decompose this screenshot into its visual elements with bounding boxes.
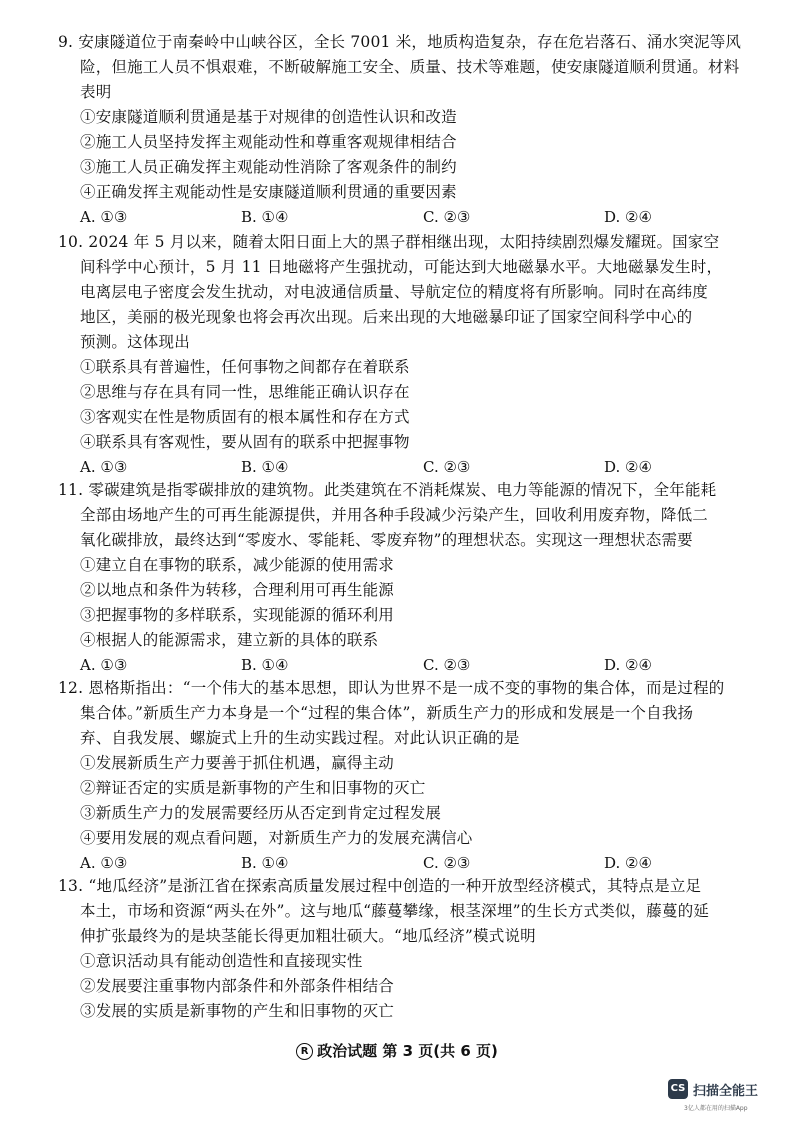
question-stem-line: 10. 2024 年 5 月以来，随着太阳日面上大的黑子群相继出现，太阳持续剧烈爆发耀斑。国家空 — [58, 233, 720, 251]
choice-c: C. ②③ — [423, 458, 471, 476]
question-stem-line: 电离层电子密度会发生扰动，对电波通信质量、导航定位的精度将有所影响。同时在高纬度 — [80, 283, 709, 301]
choice-a: A. ①③ — [80, 854, 128, 872]
question-stem-line: 全部由场地产生的可再生能源提供，并用各种手段减少污染产生，回收利用废弃物，降低二 — [80, 506, 709, 524]
option-statement: ①联系具有普遍性，任何事物之间都存在着联系 — [80, 358, 410, 376]
choice-a: A. ①③ — [80, 208, 128, 226]
page-footer — [0, 1040, 794, 1061]
question-stem-line: 地区，美丽的极光现象也将会再次出现。后来出现的大地磁暴印证了国家空间科学中心的 — [80, 308, 693, 326]
option-statement: ②施工人员坚持发挥主观能动性和尊重客观规律相结合 — [80, 133, 457, 151]
choice-d: D. ②④ — [604, 458, 652, 476]
option-statement: ④要用发展的观点看问题，对新质生产力的发展充满信心 — [80, 829, 473, 847]
scanner-watermark — [668, 1079, 758, 1099]
choice-b: B. ①④ — [241, 854, 289, 872]
option-statement: ④根据人的能源需求，建立新的具体的联系 — [80, 631, 379, 649]
question-stem-line: 弃、自我发展、螺旋式上升的生动实践过程。对此认识正确的是 — [80, 729, 520, 747]
answer-choices — [58, 851, 770, 876]
camscanner-logo-icon: CS — [668, 1079, 688, 1099]
option-statement: ②辩证否定的实质是新事物的产生和旧事物的灭亡 — [80, 779, 426, 797]
choice-b: B. ①④ — [241, 458, 289, 476]
question-9 — [58, 30, 770, 230]
question-12 — [58, 676, 770, 876]
question-stem-line: 12. 恩格斯指出：“一个伟大的基本思想，即认为世界不是一成不变的事物的集合体，而是过程的 — [58, 679, 725, 697]
option-statement: ③新质生产力的发展需要经历从否定到肯定过程发展 — [80, 804, 442, 822]
choice-a: A. ①③ — [80, 458, 128, 476]
option-statement: ②思维与存在具有同一性，思维能正确认识存在 — [80, 383, 410, 401]
question-stem-line: 间科学中心预计，5 月 11 日地磁将产生强扰动，可能达到大地磁暴水平。大地磁暴发生时， — [80, 258, 723, 276]
page-number-label: 政治试题 第 3 页(共 6 页) — [317, 1042, 498, 1060]
option-statement: ①建立自在事物的联系，减少能源的使用需求 — [80, 556, 395, 574]
option-statement: ④联系具有客观性，要从固有的联系中把握事物 — [80, 433, 410, 451]
option-statement: ③发展的实质是新事物的产生和旧事物的灭亡 — [80, 1002, 395, 1020]
scanner-app-name: 扫描全能王 — [693, 1083, 759, 1099]
question-stem-line: 险，但施工人员不惧艰难，不断破解施工安全、质量、技术等难题，使安康隧道顺利贯通。材料 — [80, 58, 740, 76]
option-statement: ③客观实在性是物质固有的根本属性和存在方式 — [80, 408, 410, 426]
choice-a: A. ①③ — [80, 656, 128, 674]
option-statement: ①发展新质生产力要善于抓住机遇，赢得主动 — [80, 754, 395, 772]
question-stem-line: 氧化碳排放，最终达到“零废水、零能耗、零废弃物”的理想状态。实现这一理想状态需要 — [80, 531, 693, 549]
question-stem-line: 伸扩张最终为的是块茎能长得更加粗壮硕大。“地瓜经济”模式说明 — [80, 927, 536, 945]
question-stem-line: 本土，市场和资源“两头在外”。这与地瓜“藤蔓攀缘，根茎深埋”的生长方式类似，藤蔓的延 — [80, 902, 710, 920]
question-stem-line: 13. “地瓜经济”是浙江省在探索高质量发展过程中创造的一种开放型经济模式，其特点是立足 — [58, 877, 702, 895]
answer-choices — [58, 205, 770, 230]
answer-choices — [58, 653, 770, 678]
option-statement: ②以地点和条件为转移，合理利用可再生能源 — [80, 581, 395, 599]
choice-c: C. ②③ — [423, 854, 471, 872]
edition-mark-icon: R — [296, 1043, 313, 1060]
scanner-tagline: 3亿人都在用的扫描App — [684, 1105, 748, 1112]
question-10 — [58, 230, 770, 480]
choice-d: D. ②④ — [604, 656, 652, 674]
option-statement: ③施工人员正确发挥主观能动性消除了客观条件的制约 — [80, 158, 457, 176]
option-statement: ①安康隧道顺利贯通是基于对规律的创造性认识和改造 — [80, 108, 457, 126]
question-stem-line: 表明 — [80, 83, 112, 101]
choice-d: D. ②④ — [604, 854, 652, 872]
choice-c: C. ②③ — [423, 656, 471, 674]
question-stem-line: 11. 零碳建筑是指零碳排放的建筑物。此类建筑在不消耗煤炭、电力等能源的情况下，全年能耗 — [58, 481, 717, 499]
question-13 — [58, 874, 770, 1024]
option-statement: ①意识活动具有能动创造性和直接现实性 — [80, 952, 363, 970]
choice-b: B. ①④ — [241, 208, 289, 226]
choice-b: B. ①④ — [241, 656, 289, 674]
choice-d: D. ②④ — [604, 208, 652, 226]
question-11 — [58, 478, 770, 678]
answer-choices — [58, 455, 770, 480]
question-stem-line: 集合体。”新质生产力本身是一个“过程的集合体”，新质生产力的形成和发展是一个自我扬 — [80, 704, 694, 722]
option-statement: ④正确发挥主观能动性是安康隧道顺利贯通的重要因素 — [80, 183, 457, 201]
option-statement: ③把握事物的多样联系，实现能源的循环利用 — [80, 606, 395, 624]
question-stem-line: 9. 安康隧道位于南秦岭中山峡谷区，全长 7001 米，地质构造复杂，存在危岩落石、涌水突泥等风 — [58, 33, 742, 51]
question-stem-line: 预测。这体现出 — [80, 333, 190, 351]
choice-c: C. ②③ — [423, 208, 471, 226]
option-statement: ②发展要注重事物内部条件和外部条件相结合 — [80, 977, 395, 995]
